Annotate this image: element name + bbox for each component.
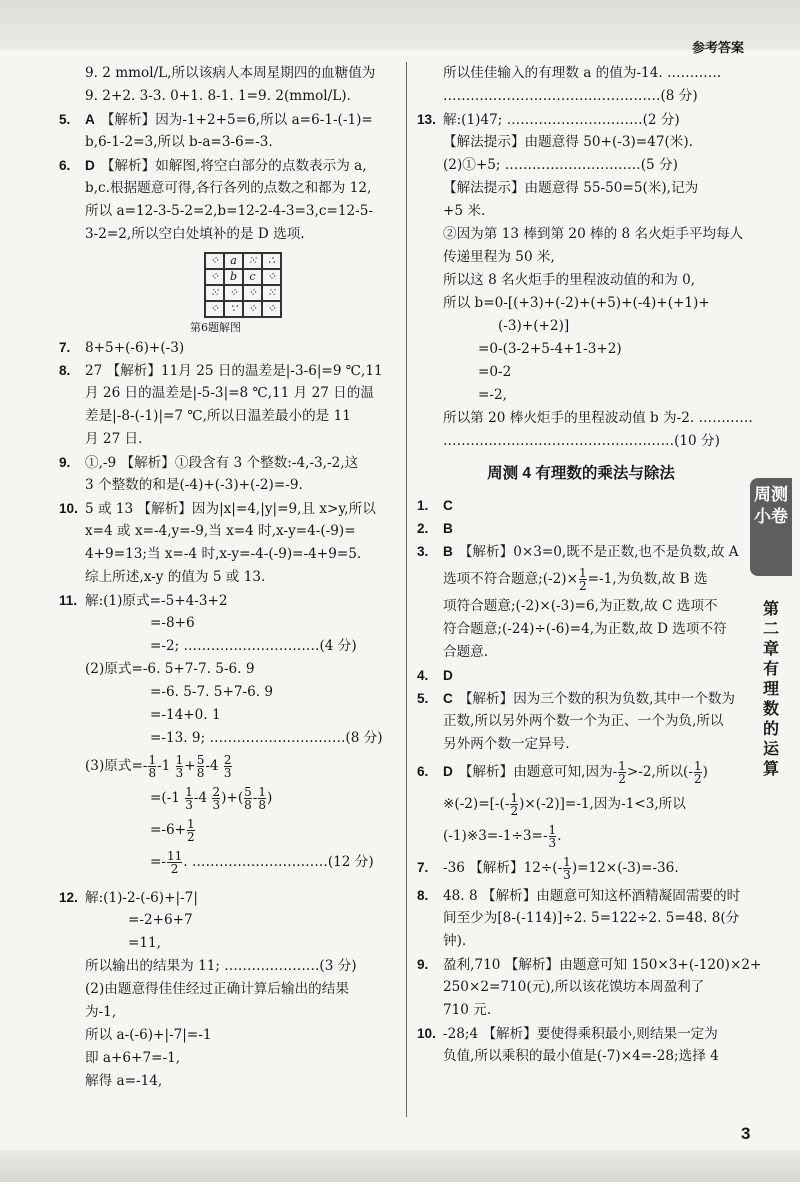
answer-text: 【解析】因为三个数的积为负数,其中一个数为 — [458, 691, 736, 707]
answer-5 — [58, 108, 398, 131]
text-line: 所以这 8 名火炬手的里程波动值的和为 0, — [443, 272, 696, 288]
answer-7 — [58, 336, 398, 359]
math-step: =-13. 9; …………………………(8 分) — [150, 730, 383, 746]
dot-grid — [204, 252, 282, 318]
choice-letter: B — [443, 521, 453, 536]
math-step: =- $\frac{11}{2}$ . …………………………(12 分) — [150, 849, 374, 876]
text-line: 【解法提示】由题意得 55-50=5(米),记为 — [443, 180, 699, 196]
question-number: 8. — [59, 363, 71, 378]
text-line: 所以 a=12-3-5-2=2,b=12-2-4-3=3,c=12-5- — [85, 203, 373, 219]
math-step: (3)原式=- $\frac{1}{8}$ -1 $\frac{1}{3}$ + $\frac{5}{8}$ -4 $\frac{2}{3}$ — [85, 753, 232, 780]
question-number: 13. — [417, 112, 436, 127]
question-number: 11. — [59, 593, 78, 608]
answer-text: 解:(1)-2-(-6)+|-7| — [85, 890, 198, 906]
fraction: $\frac{1}{3}$ — [563, 855, 571, 882]
text-line: 差是|-8-(-1)|=7 ℃,所以日温差最小的是 11 — [85, 408, 351, 424]
answer-text: -36 【解析】12÷(- $\frac{1}{3}$ )=12×(-3)=-36. — [443, 855, 679, 882]
choice-letter: B — [443, 544, 453, 559]
answer-1 — [416, 494, 746, 517]
text-line: ②因为第 13 棒到第 20 棒的 8 名火炬手平均每人 — [443, 226, 744, 242]
right-column — [416, 62, 762, 1068]
question-number: 4. — [417, 668, 429, 683]
answer-9 — [416, 953, 762, 976]
question-number: 6. — [59, 158, 71, 173]
fraction: $\frac{1}{2}$ — [510, 791, 519, 818]
grid-cell: a — [224, 253, 243, 269]
answer-7 — [416, 852, 746, 884]
text-line: b,6-1-2=3,所以 b-a=3-6=-3. — [85, 134, 273, 150]
side-chapter-title: 第二章 有理数的运算 — [762, 601, 779, 778]
text-line: 选项不符合题意;(-2)× $\frac{1}{2}$ =-1,为负数,故 B 选 — [443, 566, 708, 593]
section-title: 周测 4 有理数的乘法与除法 — [487, 465, 675, 482]
text-line: 项符合题意;(-2)×(-3)=6,为正数,故 C 选项不 — [443, 598, 718, 614]
answer-2 — [416, 517, 746, 540]
text-line: 所以第 20 棒火炬手的里程波动值 b 为-2. ………… — [443, 410, 753, 426]
grid-cell: ⁘ — [262, 301, 281, 317]
scan-top-shadow — [0, 0, 800, 50]
grid-cell: ⁘ — [205, 269, 224, 285]
page-header: 参考答案 — [691, 40, 744, 55]
grid-cell: ⁙ — [243, 253, 262, 269]
grid-cell: ⁘ — [243, 301, 262, 317]
fraction: $\frac{1}{3}$ — [548, 823, 557, 850]
grid-cell: ⁘ — [205, 253, 224, 269]
fraction: $\frac{5}{8}$ — [196, 753, 205, 780]
grid-cell: c — [243, 269, 262, 285]
grid-cell: ⁙ — [262, 285, 281, 301]
text-line: (2)由题意得佳佳经过正确计算后输出的结果 — [85, 981, 349, 997]
fraction: $\frac{1}{2}$ — [693, 759, 702, 786]
choice-letter: C — [443, 691, 453, 706]
answer-5 — [416, 687, 746, 710]
fraction: $\frac{2}{3}$ — [212, 785, 221, 812]
text-line: 250×2=710(元),所以该花馍坊本周盈利了 — [443, 979, 705, 995]
text-line: 3 个整数的和是(-4)+(-3)+(-2)=-9. — [85, 477, 303, 493]
grid-cell: ⁘ — [243, 285, 262, 301]
grid-cell: ⁘ — [262, 269, 281, 285]
text-line: 月 27 日. — [85, 431, 143, 447]
text-line: 9. 2+2. 3-3. 0+1. 8-1. 1=9. 2(mmol/L). — [85, 88, 351, 104]
math-step: =-2; …………………………(4 分) — [150, 638, 357, 654]
column-divider — [406, 62, 407, 1117]
dot-grid-figure — [190, 252, 280, 336]
answer-11 — [58, 589, 398, 612]
math-step: =-2+6+7 — [128, 912, 193, 928]
text-line: b,c.根据题意可得,各行各列的点数之和都为 12, — [85, 180, 372, 196]
question-number: 10. — [417, 1026, 436, 1041]
choice-letter: A — [85, 112, 95, 127]
text-line: 所以 b=0-[(+3)+(-2)+(+5)+(-4)+(+1)+ — [443, 295, 710, 311]
question-number: 2. — [417, 521, 429, 536]
text-line: 即 a+6+7=-1, — [85, 1050, 181, 1066]
grid-cell: ∵ — [224, 301, 243, 317]
answer-12 — [58, 886, 398, 909]
text-line: (2)①+5; …………………………(5 分) — [443, 157, 678, 173]
left-column — [58, 62, 398, 1093]
text-line: 钟). — [443, 933, 467, 949]
grid-cell: b — [224, 269, 243, 285]
question-number: 12. — [59, 890, 78, 905]
answer-10 — [416, 1022, 746, 1045]
answer-4 — [416, 664, 746, 687]
grid-cell: ⁙ — [205, 285, 224, 301]
question-number: 6. — [417, 764, 429, 779]
fraction: $\frac{1}{3}$ — [185, 785, 193, 812]
answer-text: 【解析】如解图,将空白部分的点数表示为 a, — [100, 158, 367, 174]
text-line: 【解法提示】由题意得 50+(-3)=47(米). — [443, 134, 694, 150]
grid-cell: ∴ — [262, 253, 281, 269]
math-step: =-8+6 — [150, 615, 195, 631]
text-line: 符合题意;(-24)÷(-6)=4,为正数,故 D 选项不符 — [443, 621, 727, 637]
text-line: 正数,所以另外两个数一个为正、一个为负,所以 — [443, 713, 724, 729]
text-line: 所以佳佳输入的有理数 a 的值为-14. ………… — [443, 65, 722, 81]
answer-text: 48. 8 【解析】由题意可知这杯酒精凝固需要的时 — [443, 888, 741, 904]
fraction: $\frac{5}{8}$ — [244, 785, 252, 812]
text-line: ※(-2)=[-(- $\frac{1}{2}$ )×(-2)]=-1,因为-1<3,所以 — [443, 791, 686, 818]
text-line: 710 元. — [443, 1002, 492, 1018]
question-number: 5. — [59, 112, 71, 127]
text-line: 负值,所以乘积的最小值是(-7)×4=-28;选择 4 — [443, 1048, 719, 1064]
fraction: $\frac{11}{2}$ — [166, 849, 183, 876]
text-line: 9. 2 mmol/L,所以该病人本周星期四的血糖值为 — [85, 65, 376, 81]
answer-text: 8+5+(-6)+(-3) — [85, 340, 185, 356]
math-step: (2)原式=-6. 5+7-7. 5-6. 9 — [85, 661, 255, 677]
answer-13 — [416, 108, 746, 131]
page-number: 3 — [741, 1124, 751, 1143]
math-step: =-6. 5-7. 5+7-6. 9 — [150, 684, 274, 700]
text-line: +5 米. — [443, 203, 486, 219]
scan-bottom-shadow — [0, 1150, 800, 1182]
math-step: =0-2 — [478, 364, 512, 380]
text-line: 3-2=2,所以空白处填补的是 D 选项. — [85, 226, 305, 242]
question-number: 10. — [59, 501, 78, 516]
text-line: x=4 或 x=-4,y=-9,当 x=4 时,x-y=4-(-9)= — [85, 523, 356, 539]
text-line: 所以 a-(-6)+|-7|=-1 — [85, 1027, 212, 1043]
answer-3 — [416, 540, 746, 563]
text-line: 另外两个数一定异号. — [443, 736, 570, 752]
fraction: $\frac{1}{8}$ — [148, 753, 157, 780]
text-line: …………………………………………(8 分) — [443, 88, 698, 104]
answer-text: 【解析】因为-1+2+5=6,所以 a=6-1-(-1)= — [100, 112, 373, 128]
choice-letter: D — [443, 764, 453, 779]
grid-cell: ⁘ — [205, 301, 224, 317]
math-step: =-2, — [478, 387, 507, 403]
text-line: 间至少为[8-(-114)]÷2. 5=122÷2. 5=48. 8(分 — [443, 910, 740, 926]
question-number: 3. — [417, 544, 429, 559]
answer-8 — [58, 359, 398, 382]
fraction: $\frac{1}{2}$ — [578, 566, 587, 593]
answer-text: ①,-9 【解析】①段含有 3 个整数:-4,-3,-2,这 — [85, 455, 359, 471]
answer-text: 解:(1)47; …………………………(2 分) — [443, 112, 680, 128]
answer-6 — [58, 154, 398, 177]
text-line: 所以输出的结果为 11; …………………(3 分) — [85, 958, 357, 974]
text-line: 传递里程为 50 米, — [443, 249, 555, 265]
answer-10 — [58, 497, 398, 520]
answer-text: -28;4 【解析】要使得乘积最小,则结果一定为 — [443, 1026, 718, 1042]
answer-text: 解:(1)原式=-5+4-3+2 — [85, 593, 228, 609]
math-step: =11, — [128, 935, 162, 951]
math-step: =-14+0. 1 — [150, 707, 221, 723]
fraction: $\frac{2}{3}$ — [223, 753, 232, 780]
math-step: (-3)+(+2)] — [498, 318, 570, 334]
fraction: $\frac{1}{3}$ — [175, 753, 184, 780]
text-line: 解得 a=-14, — [85, 1073, 163, 1089]
fraction: $\frac{1}{2}$ — [187, 817, 195, 844]
question-number: 8. — [417, 888, 429, 903]
text-line: 4+9=13;当 x=-4 时,x-y=-4-(-9)=-4+9=5. — [85, 546, 362, 562]
answer-text: 盈利,710 【解析】由题意可知 150×3+(-120)×2+ — [443, 957, 762, 973]
answer-8 — [416, 884, 746, 907]
figure-caption: 第6题解图 — [190, 321, 241, 334]
question-number: 7. — [417, 860, 429, 875]
question-number: 9. — [59, 455, 71, 470]
question-number: 7. — [59, 340, 71, 355]
text-line: ……………………………………………(10 分) — [443, 433, 720, 449]
answer-6 — [416, 756, 746, 788]
text-line: 月 26 日的温差是|-5-3|=8 ℃,11 月 27 日的温 — [85, 385, 374, 401]
answer-text: 5 或 13 【解析】因为|x|=4,|y|=9,且 x>y,所以 — [85, 501, 376, 517]
question-number: 9. — [417, 957, 429, 972]
fraction: $\frac{1}{8}$ — [258, 785, 266, 812]
math-step: =0-(3-2+5-4+1-3+2) — [478, 341, 622, 357]
text-line: 综上所述,x-y 的值为 5 或 13. — [85, 569, 266, 585]
math-step: =(-1 $\frac{1}{3}$ -4 $\frac{2}{3}$ )+( $\frac{5}{8}$ - $\frac{1}{8}$ ) — [150, 785, 273, 812]
answer-9 — [58, 451, 398, 474]
choice-letter: D — [443, 668, 453, 683]
text-line: (-1)※3=-1÷3=- $\frac{1}{3}$ . — [443, 823, 562, 850]
text-line: 合题意. — [443, 644, 489, 660]
fraction: $\frac{1}{2}$ — [618, 759, 626, 786]
answer-text: 27 【解析】11月 25 日的温差是|-3-6|=9 ℃,11 — [85, 363, 383, 379]
answer-text: 【解析】由题意可知,因为- $\frac{1}{2}$ >-2,所以(- $\frac{1}{2}$ ) — [458, 759, 708, 786]
math-step: =-6+ $\frac{1}{2}$ — [150, 817, 195, 844]
choice-letter: D — [85, 158, 95, 173]
question-number: 1. — [417, 498, 429, 513]
side-tab-weekly-test: 周测小卷 — [750, 478, 792, 576]
text-line: 为-1, — [85, 1004, 117, 1020]
question-number: 5. — [417, 691, 429, 706]
grid-cell: ⁘ — [224, 285, 243, 301]
choice-letter: C — [443, 498, 453, 513]
answer-text: 【解析】0×3=0,既不是正数,也不是负数,故 A — [458, 544, 739, 560]
